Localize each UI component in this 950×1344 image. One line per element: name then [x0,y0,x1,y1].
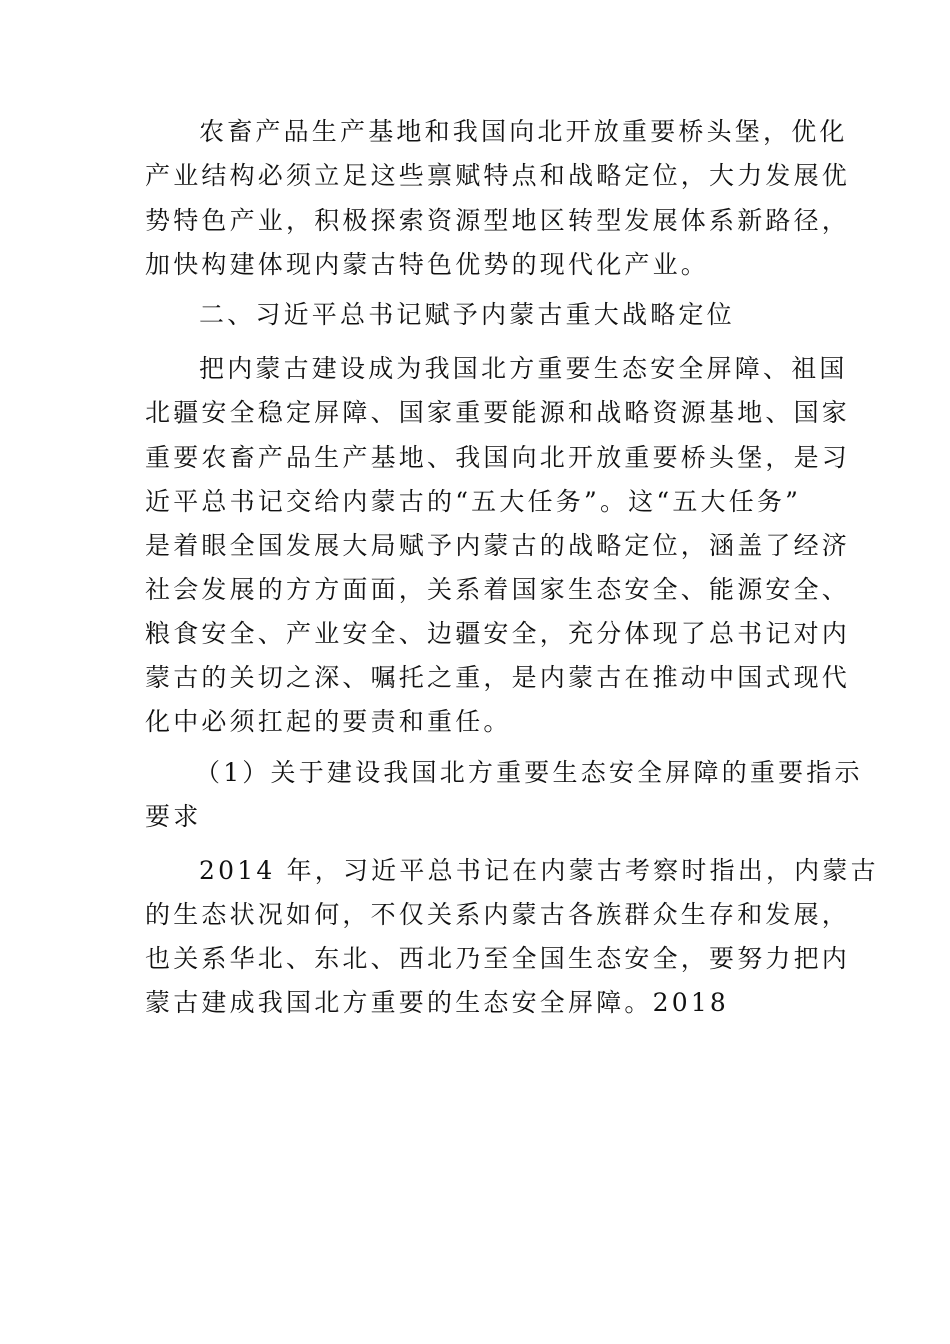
body-line: 化中必须扛起的要责和重任。 [145,707,512,736]
subsection-heading-cont: 要求 [145,802,202,831]
subsection-heading: （1）关于建设我国北方重要生态安全屏障的重要指示 [195,758,863,787]
body-line: 北疆安全稳定屏障、国家重要能源和战略资源基地、国家 [145,398,851,427]
section-heading: 二、习近平总书记赋予内蒙古重大战略定位 [199,300,735,329]
body-line: 近平总书记交给内蒙古的“五大任务”。这“五大任务” [145,487,802,516]
body-line: 社会发展的方方面面，关系着国家生态安全、能源安全、 [145,575,851,604]
body-line: 产业结构必须立足这些禀赋特点和战略定位，大力发展优 [145,161,851,190]
body-line: 蒙古建成我国北方重要的生态安全屏障。2018 [145,988,730,1017]
body-line: 重要农畜产品生产基地、我国向北开放重要桥头堡，是习 [145,443,851,472]
body-line: 势特色产业，积极探索资源型地区转型发展体系新路径， [145,206,851,235]
body-line: 2014 年，习近平总书记在内蒙古考察时指出，内蒙古 [199,856,879,885]
body-line: 也关系华北、东北、西北乃至全国生态安全，要努力把内 [145,944,851,973]
body-line: 粮食安全、产业安全、边疆安全，充分体现了总书记对内 [145,619,851,648]
body-line: 的生态状况如何，不仅关系内蒙古各族群众生存和发展， [145,900,851,929]
body-line: 是着眼全国发展大局赋予内蒙古的战略定位，涵盖了经济 [145,531,851,560]
body-line: 把内蒙古建设成为我国北方重要生态安全屏障、祖国 [199,354,848,383]
body-line: 加快构建体现内蒙古特色优势的现代化产业。 [145,250,710,279]
body-line: 农畜产品生产基地和我国向北开放重要桥头堡，优化 [199,117,848,146]
body-line: 蒙古的关切之深、嘱托之重，是内蒙古在推动中国式现代 [145,663,851,692]
